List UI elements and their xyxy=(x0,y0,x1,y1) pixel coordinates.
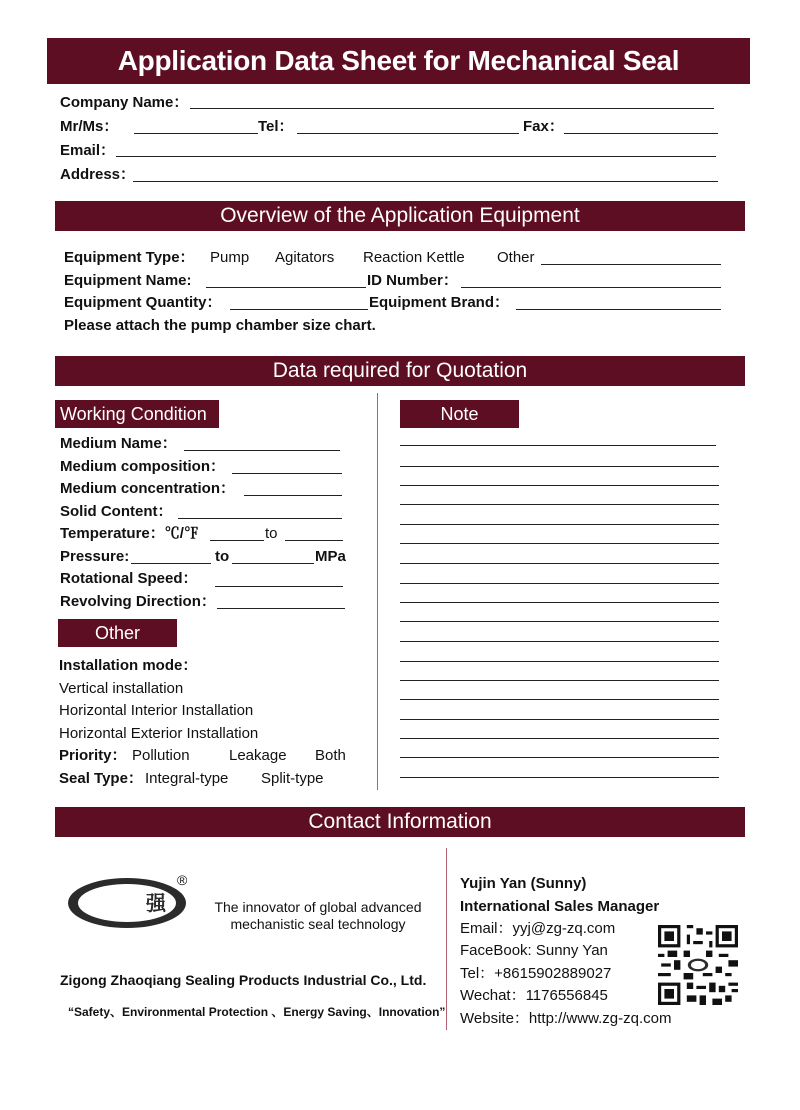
contact-tel[interactable]: Tel：+8615902889027 xyxy=(460,965,612,982)
type-option-other[interactable]: Other xyxy=(497,249,535,266)
company-logo xyxy=(68,878,186,928)
pressure-from-field[interactable] xyxy=(131,563,211,564)
logo-char-qiang: 强 xyxy=(146,891,166,915)
equipment-quantity-label: Equipment Quantity： xyxy=(64,294,222,311)
note-line[interactable] xyxy=(400,621,719,622)
priority-pollution-option[interactable]: Pollution xyxy=(132,747,190,764)
tel-label: Tel： xyxy=(258,118,294,135)
type-option-reaction-kettle[interactable]: Reaction Kettle xyxy=(363,249,465,266)
note-line[interactable] xyxy=(400,466,719,467)
temperature-label: Temperature：℃/℉ xyxy=(60,525,199,542)
solid-content-label: Solid Content： xyxy=(60,503,173,520)
rotational-speed-label: Rotational Speed： xyxy=(60,570,198,587)
note-line[interactable] xyxy=(400,680,719,681)
seal-type-integral-option[interactable]: Integral-type xyxy=(145,770,229,787)
type-option-agitators[interactable]: Agitators xyxy=(275,249,335,266)
contact-website[interactable]: Website：http://www.zg-zq.com xyxy=(460,1010,672,1027)
equipment-quantity-field[interactable] xyxy=(230,309,368,310)
temperature-from-field[interactable] xyxy=(210,540,264,541)
priority-both-option[interactable]: Both xyxy=(315,747,346,764)
contact-email[interactable]: Email：yyj@zg-zq.com xyxy=(460,920,616,937)
note-line[interactable] xyxy=(400,583,719,584)
note-line[interactable] xyxy=(400,699,719,700)
overview-heading: Overview of the Application Equipment xyxy=(55,201,745,231)
note-line[interactable] xyxy=(400,661,719,662)
horizontal-interior-option[interactable]: Horizontal Interior Installation xyxy=(59,702,254,719)
temperature-to-field[interactable] xyxy=(285,540,343,541)
note-line[interactable] xyxy=(400,543,719,544)
contact-divider xyxy=(446,848,447,1030)
mr-ms-field[interactable] xyxy=(134,133,258,134)
attach-note: Please attach the pump chamber size chart. xyxy=(64,317,376,334)
tel-field[interactable] xyxy=(297,133,519,134)
seal-type-label: Seal Type： xyxy=(59,770,143,787)
column-divider xyxy=(377,393,378,790)
note-line[interactable] xyxy=(400,719,719,720)
note-line[interactable] xyxy=(400,641,719,642)
type-option-pump[interactable]: Pump xyxy=(210,249,250,266)
horizontal-exterior-option[interactable]: Horizontal Exterior Installation xyxy=(59,725,259,742)
note-line[interactable] xyxy=(400,563,719,564)
revolving-direction-label: Revolving Direction： xyxy=(60,593,216,610)
equipment-name-label: Equipment Name: xyxy=(64,272,192,289)
priority-label: Priority： xyxy=(59,747,127,764)
registered-mark: ® xyxy=(177,872,188,888)
contact-facebook[interactable]: FaceBook: Sunny Yan xyxy=(460,942,608,959)
contact-person: Yujin Yan (Sunny) xyxy=(460,875,587,892)
note-heading: Note xyxy=(400,400,519,428)
note-line[interactable] xyxy=(400,777,719,778)
contact-role: International Sales Manager xyxy=(460,898,660,915)
revolving-direction-field[interactable] xyxy=(217,608,345,609)
address-label: Address： xyxy=(60,166,136,183)
temperature-to-label: to xyxy=(265,525,278,542)
equipment-type-label: Equipment Type： xyxy=(64,249,195,266)
pressure-unit: MPa xyxy=(315,548,346,565)
logo-char-zhao: 兆 xyxy=(84,891,104,915)
contact-heading: Contact Information xyxy=(55,807,745,837)
note-line[interactable] xyxy=(400,738,719,739)
note-line[interactable] xyxy=(400,757,719,758)
quotation-heading: Data required for Quotation xyxy=(55,356,745,386)
note-line[interactable] xyxy=(400,504,719,505)
company-name-label: Company Name： xyxy=(60,94,189,111)
note-line[interactable] xyxy=(400,485,719,486)
fax-label: Fax： xyxy=(523,118,564,135)
medium-name-label: Medium Name： xyxy=(60,435,177,452)
equipment-name-field[interactable] xyxy=(206,287,366,288)
medium-concentration-field[interactable] xyxy=(244,495,342,496)
medium-composition-label: Medium composition： xyxy=(60,458,226,475)
vertical-installation-option[interactable]: Vertical installation xyxy=(59,680,184,697)
fax-field[interactable] xyxy=(564,133,718,134)
pressure-label: Pressure: xyxy=(60,548,130,565)
company-slogan: “Safety、Environmental Protection 、Energy Saving、Innovation” xyxy=(68,1005,446,1019)
tagline-line-1: The innovator of global advanced xyxy=(214,899,422,915)
medium-name-field[interactable] xyxy=(184,450,340,451)
seal-type-split-option[interactable]: Split-type xyxy=(261,770,324,787)
id-number-field[interactable] xyxy=(461,287,721,288)
email-label: Email： xyxy=(60,142,116,159)
address-field[interactable] xyxy=(133,181,718,182)
contact-wechat[interactable]: Wechat：1176556845 xyxy=(460,987,608,1004)
pressure-to-label: to xyxy=(215,548,230,565)
email-field[interactable] xyxy=(116,156,716,157)
qr-code-icon xyxy=(658,925,738,1005)
rotational-speed-field[interactable] xyxy=(215,586,343,587)
page-title: Application Data Sheet for Mechanical Seal xyxy=(47,38,750,84)
tagline-line-2: mechanistic seal technology xyxy=(230,916,406,932)
medium-composition-field[interactable] xyxy=(232,473,342,474)
note-line[interactable] xyxy=(400,524,719,525)
medium-concentration-label: Medium concentration： xyxy=(60,480,236,497)
other-type-field[interactable] xyxy=(541,264,721,265)
mr-ms-label: Mr/Ms： xyxy=(60,118,119,135)
equipment-brand-field[interactable] xyxy=(516,309,721,310)
other-heading: Other xyxy=(58,619,177,647)
company-name-field[interactable] xyxy=(190,108,714,109)
company-name: Zigong Zhaoqiang Sealing Products Industrial Co., Ltd. xyxy=(60,972,427,988)
installation-mode-label: Installation mode： xyxy=(59,657,198,674)
id-number-label: ID Number： xyxy=(367,272,458,289)
solid-content-field[interactable] xyxy=(178,518,342,519)
equipment-brand-label: Equipment Brand： xyxy=(369,294,510,311)
note-line[interactable] xyxy=(400,602,719,603)
working-condition-heading: Working Condition xyxy=(55,400,219,428)
pressure-to-field[interactable] xyxy=(232,563,314,564)
priority-leakage-option[interactable]: Leakage xyxy=(229,747,287,764)
note-line[interactable] xyxy=(400,445,716,446)
